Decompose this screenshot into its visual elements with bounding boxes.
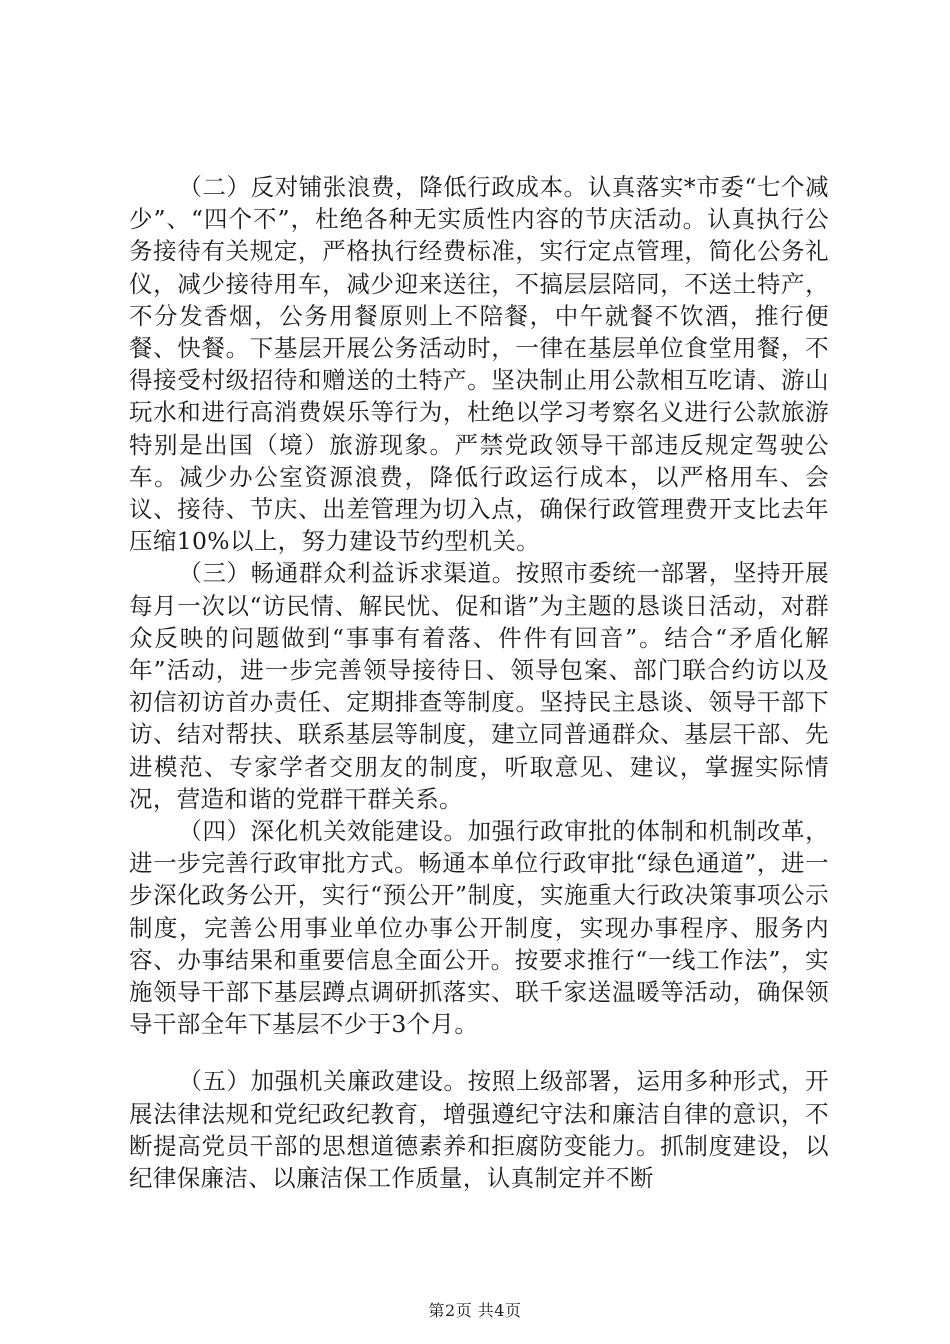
paragraph-reduce-waste: （二）反对铺张浪费，降低行政成本。认真落实*市委“七个减少”、“四个不”，杜绝各种无实质性内容的节庆活动。认真执行公务接待有关规定，严格执行经费标准，实行定点管理，简化公务礼仪，减少接待用车，减少迎来送往，不搞层层陪同，不送土特产，不分发香烟，公务用餐原则上不陪餐，中午就餐不饮酒，推行便餐、快餐。下基层开展公务活动时，一律在基层单位食堂用餐，不得接受村级招待和赠送的土特产。坚决制止用公款相互吃请、游山玩水和进行高消费娱乐等行为，杜绝以学习考察名义进行公款旅游特别是出国（境）旅游现象。严禁党政领导干部违反规定驾驶公车。减少办公室资源浪费，降低行政运行成本，以严格用车、会议、接待、节庆、出差管理为切入点，确保行政管理费开支比去年压缩10%以上，努力建设节约型机关。 xyxy=(129,173,829,556)
document-body xyxy=(129,171,829,1194)
paragraph-public-appeals: （三）畅通群众利益诉求渠道。按照市委统一部署，坚持开展每月一次以“访民情、解民忧、促和谐”为主题的恳谈日活动，对群众反映的问题做到“事事有着落、件件有回音”。结合“矛盾化解年”活动，进一步完善领导接待日、领导包案、部门联合约访以及初信初访首办责任、定期排查等制度。坚持民主恳谈、领导干部下访、结对帮扶、联系基层等制度，建立同普通群众、基层干部、先进模范、专家学者交朋友的制度，听取意见、建议，掌握实际情况，营造和谐的党群干群关系。 xyxy=(129,559,829,813)
paragraph-spacer xyxy=(129,1040,829,1065)
page-number-footer: 第2页 共4页 xyxy=(428,1301,522,1320)
paragraph-efficiency: （四）深化机关效能建设。加强行政审批的体制和机制改革，进一步完善行政审批方式。畅通本单位行政审批“绿色通道”，进一步深化政务公开，实行“预公开”制度，实施重大行政决策事项公示制度，完善公用事业单位办事公开制度，实现办事程序、服务内容、办事结果和重要信息全面公开。按要求推行“一线工作法”，实施领导干部下基层蹲点调研抓落实、联千家送温暖等活动，确保领导干部全年下基层不少于3个月。 xyxy=(129,817,829,1039)
paragraph-integrity: （五）加强机关廉政建设。按照上级部署，运用多种形式，开展法律法规和党纪政纪教育，增强遵纪守法和廉洁自律的意识，不断提高党员干部的思想道德素养和拒腐防变能力。抓制度建设，以纪律保廉洁、以廉洁保工作质量，认真制定并不断 xyxy=(129,1067,829,1193)
